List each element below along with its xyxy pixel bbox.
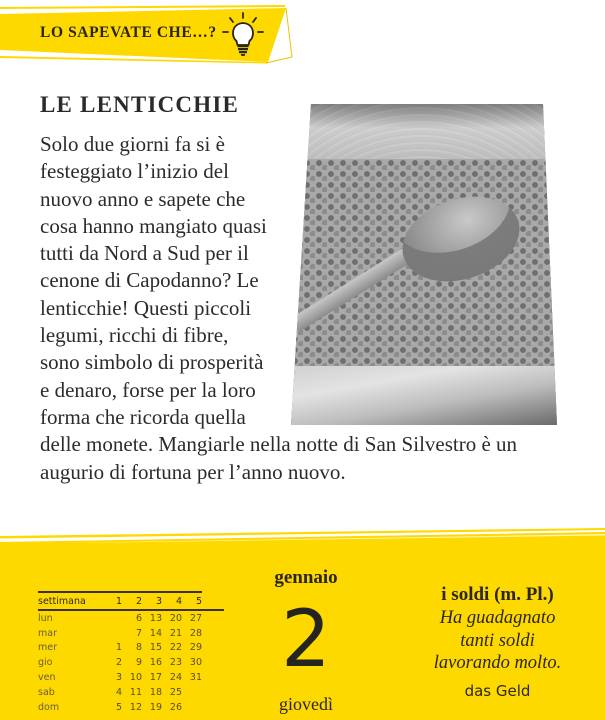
date-cell: 16: [149, 657, 162, 669]
date-cell: 22: [169, 642, 182, 654]
week-number: 3: [155, 595, 162, 607]
date-cell: 7: [135, 627, 142, 639]
vocab-word: i soldi (m. Pl.): [441, 584, 554, 605]
date-cell: 26: [169, 701, 182, 713]
body-line: e denaro, forse per la loro: [40, 377, 256, 402]
date-cell: 28: [189, 627, 202, 639]
date-cell: 23: [169, 657, 182, 669]
body-line: forma che ricorda quella: [40, 404, 246, 429]
date-cell: 10: [129, 672, 142, 684]
calendar-row: [38, 626, 202, 641]
vocab-example-line: tanti soldi: [460, 630, 535, 651]
calendar-table: [38, 593, 202, 715]
body-line: augurio di fortuna per l’anno nuovo.: [40, 459, 346, 484]
body-line: Solo due giorni fa si è: [40, 132, 225, 156]
week-number: 5: [195, 595, 202, 607]
calendar-row: [38, 685, 202, 700]
week-number: 2: [135, 595, 142, 607]
vocab-example-line: Ha guadagnato: [439, 608, 556, 628]
article-body: [40, 131, 517, 486]
weekday-label: dom: [38, 701, 60, 713]
date-cell: 5: [115, 701, 122, 713]
date-cell: 31: [189, 672, 202, 684]
date-cell: 6: [135, 612, 142, 624]
date-cell: [182, 685, 202, 700]
date-cell: 21: [169, 627, 182, 639]
weekday-label: mar: [38, 627, 57, 639]
calendar-row: [38, 670, 202, 685]
weekday-label: gio: [38, 657, 53, 669]
date-cell: 30: [189, 657, 202, 669]
body-line: delle monete. Mangiarle nella notte di San Silvestro è un: [40, 432, 518, 457]
day-number: 2: [281, 595, 331, 685]
date-cell: 3: [115, 672, 122, 684]
calendar-row: [38, 611, 202, 626]
body-line: sono simbolo di prosperità: [40, 350, 264, 375]
date-cell: 9: [135, 657, 142, 669]
date-cell: 13: [149, 612, 162, 624]
weekday-label: mer: [38, 642, 58, 654]
date-cell: [102, 626, 122, 641]
date-cell: 4: [115, 686, 122, 698]
vocab-example-line: lavorando molto.: [433, 653, 562, 673]
month-name: gennaio: [274, 567, 338, 588]
weekday-name: giovedì: [279, 694, 333, 714]
vocabulary-box: [395, 583, 600, 701]
body-line: cosa hanno mangiato quasi: [40, 213, 267, 238]
date-cell: 12: [129, 701, 142, 713]
week-number: 1: [115, 595, 122, 607]
body-line: tutti da Nord a Sud per il: [40, 241, 249, 266]
date-cell: 17: [149, 672, 162, 684]
date-cell: 25: [169, 686, 182, 698]
date-cell: 20: [169, 612, 182, 624]
date-cell: [182, 700, 202, 715]
article-headline: LE LENTICCHIE: [40, 92, 240, 117]
lightbulb-icon: [220, 10, 266, 58]
weekday-label: ven: [38, 672, 56, 684]
date-cell: 11: [129, 686, 142, 698]
week-number: 4: [175, 595, 182, 607]
date-cell: 29: [189, 642, 202, 654]
calendar-header-row: [38, 593, 202, 611]
did-you-know-banner: [0, 0, 310, 72]
body-line: lenticchie! Questi piccoli: [40, 295, 252, 320]
body-line: cenone di Capodanno? Le: [40, 268, 259, 293]
calendar-row: [38, 655, 202, 670]
date-cell: 19: [149, 701, 162, 713]
vocab-translation: das Geld: [464, 681, 531, 700]
date-cell: 14: [149, 627, 162, 639]
week-label: settimana: [38, 595, 86, 607]
date-cell: 24: [169, 672, 182, 684]
body-line: nuovo anno e sapete che: [40, 186, 246, 211]
calendar-row: [38, 700, 202, 715]
date-cell: 1: [115, 642, 122, 654]
date-cell: 27: [189, 612, 202, 624]
calendar-row: [38, 641, 202, 656]
date-cell: [102, 611, 122, 626]
weekday-label: sab: [38, 686, 55, 698]
body-line: festeggiato l’inizio del: [40, 159, 229, 184]
date-cell: 15: [149, 642, 162, 654]
date-cell: 8: [135, 642, 142, 654]
date-cell: 18: [149, 686, 162, 698]
date-cell: 2: [115, 657, 122, 669]
weekday-label: lun: [38, 612, 53, 624]
body-line: legumi, ricchi di fibre,: [40, 323, 229, 348]
banner-title: LO SAPEVATE CHE…?: [40, 24, 217, 41]
